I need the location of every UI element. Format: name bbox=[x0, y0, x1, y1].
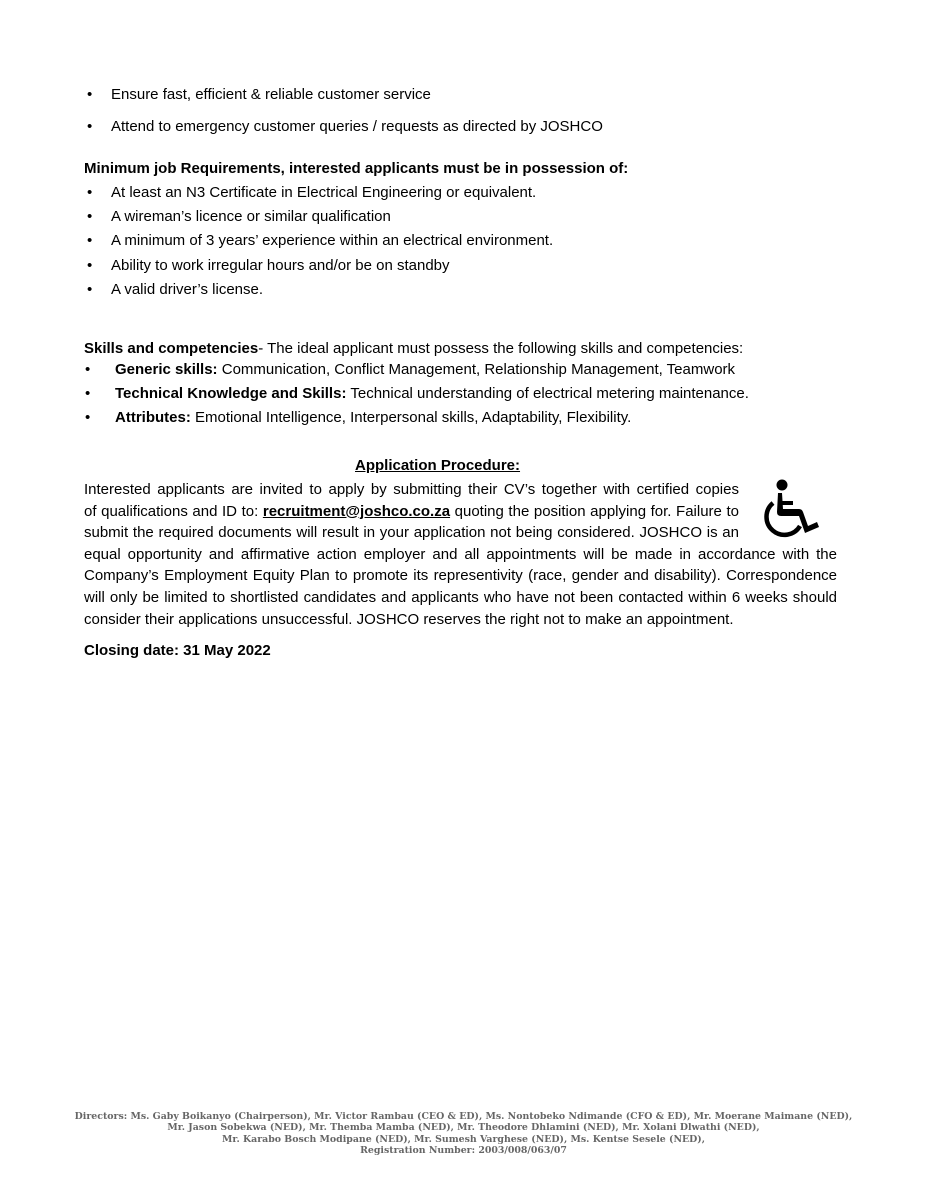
procedure-line: consider their applications unsuccessful. JOSHCO reserves the right not to make an appointment. bbox=[84, 610, 734, 628]
procedure-line: will only be limited to shortlisted candidates and applicants who have not been contacted within 6 weeks should bbox=[84, 588, 837, 606]
wheelchair-accessibility-icon bbox=[756, 478, 832, 538]
skill-text: Technical understanding of electrical metering maintenance. bbox=[346, 385, 749, 402]
procedure-text-post: quoting the position applying for. Failure to bbox=[450, 502, 739, 520]
duty-item: Attend to emergency customer queries / requests as directed by JOSHCO bbox=[111, 118, 603, 135]
skill-text: Communication, Conflict Management, Relationship Management, Teamwork bbox=[217, 361, 736, 378]
application-procedure-text bbox=[84, 479, 839, 630]
skills-heading-label: Skills and competencies bbox=[84, 340, 259, 357]
skill-label: Attributes: bbox=[115, 409, 191, 426]
bullet-icon: • bbox=[87, 257, 93, 274]
requirement-item: A minimum of 3 years’ experience within an electrical environment. bbox=[111, 232, 554, 249]
requirement-item: At least an N3 Certificate in Electrical Engineering or equivalent. bbox=[111, 184, 537, 201]
procedure-text-pre: of qualifications and ID to: bbox=[84, 502, 263, 520]
bullet-icon: • bbox=[85, 361, 91, 378]
bullet-icon: • bbox=[87, 232, 93, 249]
requirement-item: A wireman’s licence or similar qualification bbox=[111, 208, 391, 225]
bullet-icon: • bbox=[87, 118, 93, 135]
bullet-icon: • bbox=[87, 281, 93, 298]
email-link[interactable]: recruitment@joshco.co.za bbox=[262, 502, 451, 520]
skill-item bbox=[115, 384, 749, 404]
requirement-item: Ability to work irregular hours and/or be on standby bbox=[111, 257, 450, 274]
bullet-icon: • bbox=[85, 409, 91, 426]
skills-heading-text: - The ideal applicant must possess the following skills and competencies: bbox=[258, 340, 744, 357]
requirement-item: A valid driver’s license. bbox=[111, 281, 264, 298]
footer-line: Mr. Karabo Bosch Modipane (NED), Mr. Sumesh Varghese (NED), Ms. Kentse Sesele (NED), bbox=[221, 1133, 705, 1145]
skill-label: Generic skills: bbox=[115, 361, 218, 378]
footer-line: Mr. Jason Sobekwa (NED), Mr. Themba Mamba (NED), Mr. Theodore Dhlamini (NED), Mr. Xolani Dlwathi (NED), bbox=[167, 1122, 760, 1134]
procedure-line: Interested applicants are invited to apply by submitting their CV’s together with certified copies bbox=[84, 481, 739, 498]
bullet-icon: • bbox=[87, 184, 93, 201]
application-procedure-title: Application Procedure: bbox=[355, 457, 521, 474]
footer-directors bbox=[0, 1111, 927, 1157]
skills-heading bbox=[84, 339, 743, 359]
skill-label: Technical Knowledge and Skills: bbox=[115, 385, 347, 402]
procedure-line: equal opportunity and affirmative action employer and all appointments will be made in accordance with the bbox=[84, 545, 837, 563]
bullet-icon: • bbox=[87, 208, 93, 225]
procedure-line: submit the required documents will result in your application not being considered. JOSHCO is an bbox=[84, 524, 739, 542]
skill-item bbox=[115, 360, 735, 380]
footer-line: Registration Number: 2003/008/063/07 bbox=[360, 1145, 567, 1157]
procedure-line bbox=[84, 501, 739, 523]
duty-item: Ensure fast, efficient & reliable customer service bbox=[111, 86, 431, 103]
procedure-line: Company’s Employment Equity Plan to promote its representivity (race, gender and disability). Correspondence bbox=[84, 567, 837, 585]
skill-text: Emotional Intelligence, Interpersonal skills, Adaptability, Flexibility. bbox=[190, 409, 632, 426]
bullet-icon: • bbox=[87, 86, 93, 103]
skill-item bbox=[115, 408, 631, 428]
footer-line: Directors: Ms. Gaby Boikanyo (Chairperson), Mr. Victor Rambau (CEO & ED), Ms. Nontobeko Ndimande (CFO & ED), Mr. Moerane Maimane (NED), bbox=[74, 1111, 853, 1122]
requirements-heading: Minimum job Requirements, interested applicants must be in possession of: bbox=[84, 160, 629, 177]
closing-date: Closing date: 31 May 2022 bbox=[84, 642, 271, 659]
bullet-icon: • bbox=[85, 385, 91, 402]
